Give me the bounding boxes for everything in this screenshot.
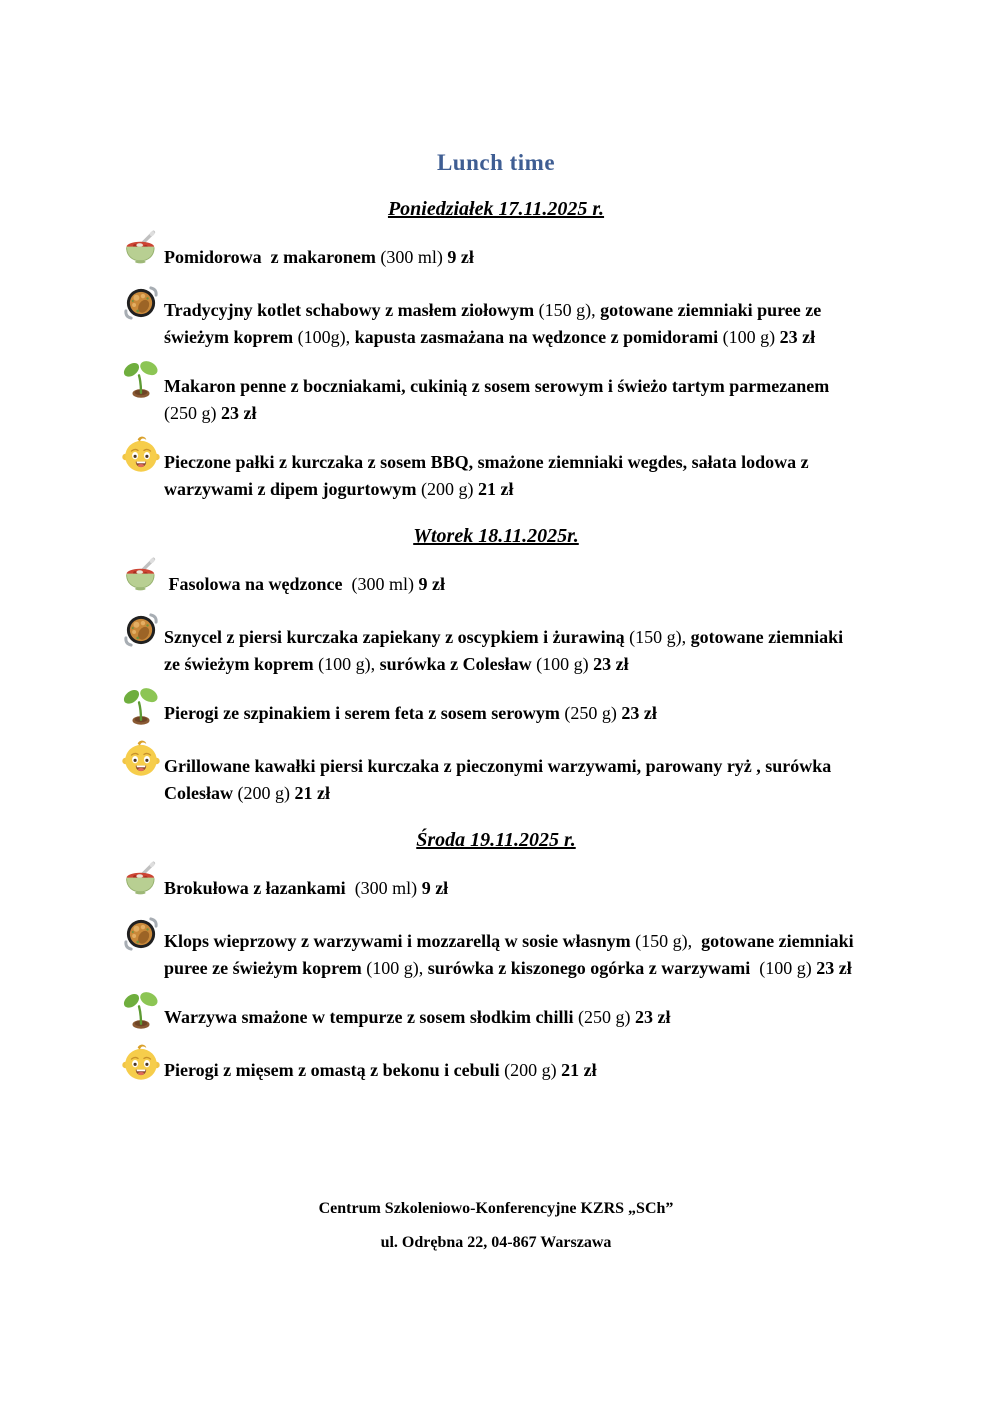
day-items bbox=[0, 556, 992, 807]
text-segment: (100 g), bbox=[318, 654, 380, 674]
text-segment: Klops wieprzowy z warzywami i mozzarellą w sosie własnym bbox=[164, 931, 636, 951]
text-segment: 23 zł bbox=[621, 703, 657, 723]
seedling-icon bbox=[120, 989, 164, 1035]
menu-item bbox=[120, 685, 932, 731]
text-segment: 9 zł bbox=[418, 574, 445, 594]
text-segment: (150 g), bbox=[629, 627, 691, 647]
text-segment: Pierogi z mięsem z omastą z bekonu i cebuli bbox=[164, 1060, 505, 1080]
text-segment: 23 zł bbox=[779, 327, 816, 347]
day-section bbox=[0, 525, 992, 807]
stew-pot-icon bbox=[120, 282, 164, 328]
text-segment: (100 g) bbox=[759, 958, 817, 978]
footer bbox=[0, 1200, 992, 1252]
text-segment: surówka z kiszonego ogórka z warzywami bbox=[427, 958, 760, 978]
menu-item bbox=[120, 860, 932, 906]
text-segment: Grillowane kawałki piersi kurczaka z pieczonymi warzywami, parowany ryż , surówka Colesław bbox=[164, 756, 836, 803]
text-segment: 23 zł bbox=[634, 1007, 671, 1027]
text-segment: Warzywa smażone w tempurze z sosem słodkim chilli bbox=[164, 1007, 578, 1027]
text-segment: kapusta zasmażana na wędzonce z pomidorami bbox=[354, 327, 723, 347]
text-segment: (100g), bbox=[297, 327, 355, 347]
text-segment: (200 g) bbox=[420, 479, 478, 499]
menu-item bbox=[120, 989, 932, 1035]
menu-item-text bbox=[164, 609, 864, 678]
text-segment: (100 g) bbox=[536, 654, 594, 674]
text-segment: 9 zł bbox=[421, 878, 449, 898]
menu-item-text bbox=[164, 685, 864, 727]
text-segment: 9 zł bbox=[447, 247, 474, 267]
text-segment: gotowane ziemniaki ze świeżym koprem bbox=[164, 627, 853, 674]
menu-item bbox=[120, 609, 932, 678]
text-segment: (250 g) bbox=[577, 1007, 635, 1027]
text-segment: surówka z Colesław bbox=[379, 654, 537, 674]
menu-item-text bbox=[164, 738, 864, 807]
text-segment: (100 g), bbox=[366, 958, 428, 978]
page-title: Lunch time bbox=[436, 150, 556, 175]
footer-venue: Centrum Szkoleniowo-Konferencyjne KZRS „SCh” bbox=[318, 1200, 674, 1217]
text-segment: Makaron penne z boczniakami, cukinią z sosem serowym i świeżo tartym parmezanem bbox=[164, 376, 834, 396]
menu-item bbox=[120, 282, 932, 351]
text-segment: (200 g) bbox=[504, 1060, 562, 1080]
day-header: Środa 19.11.2025 r. bbox=[416, 829, 576, 851]
text-segment: 21 zł bbox=[561, 1060, 597, 1080]
text-segment: (300 ml) bbox=[354, 878, 422, 898]
menu-item bbox=[120, 1042, 932, 1088]
menu-sections bbox=[0, 198, 992, 1088]
text-segment: (300 ml) bbox=[351, 574, 419, 594]
text-segment: (250 g) bbox=[164, 403, 221, 423]
day-items bbox=[0, 229, 992, 503]
text-segment: Pierogi ze szpinakiem i serem feta z sosem serowym bbox=[164, 703, 565, 723]
day-section bbox=[0, 829, 992, 1088]
soup-bowl-icon bbox=[120, 860, 164, 906]
text-segment: Fasolowa na wędzonce bbox=[164, 574, 352, 594]
day-header: Poniedziałek 17.11.2025 r. bbox=[387, 198, 605, 220]
text-segment: 23 zł bbox=[816, 958, 852, 978]
text-segment: gotowane ziemniaki puree ze świeżym koprem bbox=[164, 300, 826, 347]
soup-bowl-icon bbox=[120, 556, 164, 602]
menu-item-text bbox=[164, 860, 864, 902]
stew-pot-icon bbox=[120, 913, 164, 959]
text-segment: (100 g) bbox=[722, 327, 780, 347]
soup-bowl-icon bbox=[120, 229, 164, 275]
text-segment: 23 zł bbox=[221, 403, 257, 423]
text-segment: (150 g), bbox=[635, 931, 697, 951]
text-segment: 21 zł bbox=[294, 783, 330, 803]
baby-icon bbox=[120, 434, 164, 480]
menu-item-text bbox=[164, 989, 864, 1031]
menu-item-text bbox=[164, 282, 864, 351]
footer-address: ul. Odrębna 22, 04-867 Warszawa bbox=[380, 1234, 612, 1251]
text-segment: Brokułowa z łazankami bbox=[164, 878, 355, 898]
menu-item-text bbox=[164, 229, 864, 271]
day-header: Wtorek 18.11.2025r. bbox=[413, 525, 579, 547]
menu-item-text bbox=[164, 1042, 864, 1084]
text-segment: (250 g) bbox=[564, 703, 622, 723]
text-segment: Pomidorowa z makaronem bbox=[164, 247, 381, 267]
baby-icon bbox=[120, 738, 164, 784]
menu-item bbox=[120, 913, 932, 982]
text-segment: Pieczone pałki z kurczaka z sosem BBQ, smażone ziemniaki wegdes, sałata lodowa z warzywami z dipem jogurtowym bbox=[164, 452, 814, 499]
text-segment: (150 g), bbox=[538, 300, 601, 320]
menu-item-text bbox=[164, 434, 864, 503]
menu-item bbox=[120, 229, 932, 275]
day-items bbox=[0, 860, 992, 1088]
text-segment: Sznycel z piersi kurczaka zapiekany z oscypkiem i żurawiną bbox=[164, 627, 630, 647]
menu-item-text bbox=[164, 913, 864, 982]
day-section bbox=[0, 198, 992, 503]
baby-icon bbox=[120, 1042, 164, 1088]
menu-item bbox=[120, 358, 932, 427]
text-segment: (300 ml) bbox=[380, 247, 448, 267]
menu-item-text bbox=[164, 556, 864, 598]
text-segment: (200 g) bbox=[237, 783, 295, 803]
text-segment: Tradycyjny kotlet schabowy z masłem ziołowym bbox=[164, 300, 539, 320]
text-segment: 23 zł bbox=[593, 654, 629, 674]
text-segment: gotowane ziemniaki puree ze świeżym koprem bbox=[164, 931, 859, 978]
text-segment: 21 zł bbox=[477, 479, 514, 499]
seedling-icon bbox=[120, 358, 164, 404]
stew-pot-icon bbox=[120, 609, 164, 655]
menu-item bbox=[120, 738, 932, 807]
seedling-icon bbox=[120, 685, 164, 731]
menu-item bbox=[120, 434, 932, 503]
menu-item bbox=[120, 556, 932, 602]
menu-item-text bbox=[164, 358, 864, 427]
